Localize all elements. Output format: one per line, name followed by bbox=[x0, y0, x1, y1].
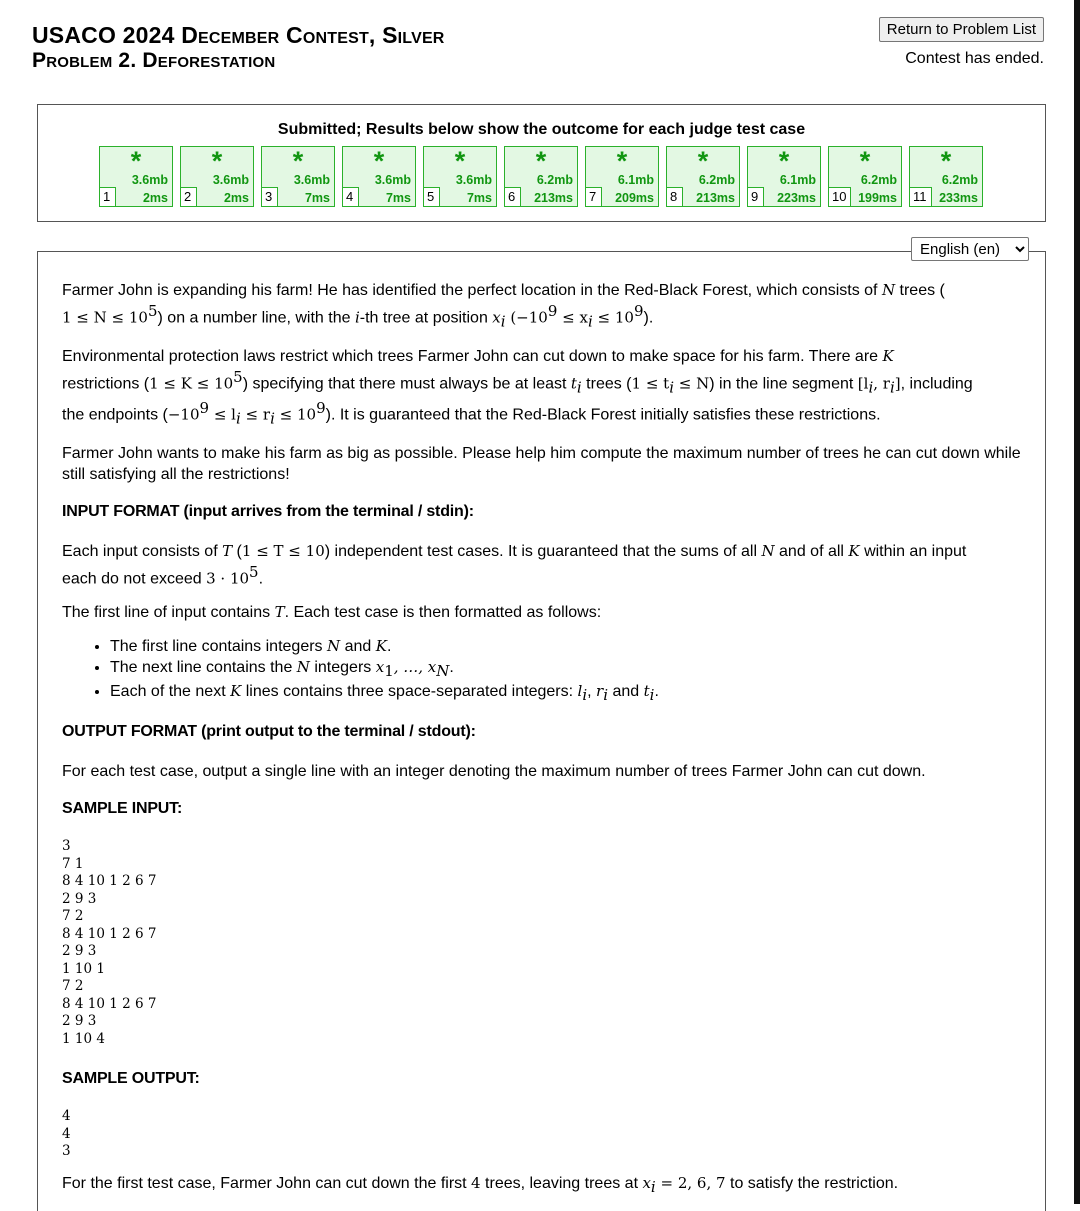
contest-title: USACO 2024 December Contest, Silver bbox=[32, 22, 445, 48]
test-case-result bbox=[342, 146, 416, 207]
run-time: 213ms bbox=[534, 191, 573, 205]
test-case-result bbox=[99, 146, 173, 207]
memory-usage: 6.1mb bbox=[617, 173, 654, 187]
memory-usage: 6.2mb bbox=[536, 173, 573, 187]
test-case-result bbox=[180, 146, 254, 207]
input-paragraph: Each input consists of T (1 ≤ T ≤ 10) independent test cases. It is guaranteed that the sums of all N and of all K within an input each do not exceed $3 \cdot 10^5$. bbox=[62, 541, 967, 587]
memory-usage: 6.2mb bbox=[860, 173, 897, 187]
input-paragraph: The first line of input contains T. Each test case is then formatted as follows: bbox=[62, 602, 602, 621]
page-header bbox=[32, 22, 1044, 82]
test-case-number: 11 bbox=[910, 187, 932, 206]
statement-paragraph: Farmer John is expanding his farm! He has identified the perfect location in the Red-Black Forest, which consists of N trees ( $1 \le N \le 10^5$) on a number line, with the i-th tree at position $x_i$ $(-10^9 \le x_i \le 10^9)$. bbox=[62, 281, 945, 331]
star-icon: * bbox=[211, 146, 223, 176]
test-case-number: 5 bbox=[424, 187, 440, 206]
input-format-heading: INPUT FORMAT (input arrives from the terminal / stdin): bbox=[62, 502, 474, 520]
statement-paragraph: Farmer John wants to make his farm as big as possible. Please help him compute the maximum number of trees he can cut down while still satisfying all the restrictions! bbox=[62, 444, 1021, 483]
star-icon: * bbox=[778, 146, 790, 176]
input-format-list bbox=[62, 636, 1022, 705]
test-case-result bbox=[585, 146, 659, 207]
memory-usage: 3.6mb bbox=[293, 173, 330, 187]
star-icon: * bbox=[859, 146, 871, 176]
sample-output: 4 4 3 bbox=[62, 1108, 71, 1160]
star-icon: * bbox=[373, 146, 385, 176]
test-case-number: 2 bbox=[181, 187, 197, 206]
output-paragraph: For each test case, output a single line with an integer denoting the maximum number of trees Farmer John can cut down. bbox=[62, 763, 926, 781]
run-time: 2ms bbox=[223, 191, 249, 205]
list-item: • The next line contains the N integers $x_1$, …, $x_N$. bbox=[110, 657, 1022, 681]
memory-usage: 6.2mb bbox=[941, 173, 978, 187]
test-case-number: 4 bbox=[343, 187, 359, 206]
problem-statement-panel bbox=[37, 251, 1046, 1211]
memory-usage: 3.6mb bbox=[455, 173, 492, 187]
page-scrollbar[interactable] bbox=[1074, 0, 1080, 1204]
run-time: 2ms bbox=[142, 191, 168, 205]
test-case-result bbox=[909, 146, 983, 207]
star-icon: * bbox=[535, 146, 547, 176]
star-icon: * bbox=[292, 146, 304, 176]
test-case-number: 8 bbox=[667, 187, 683, 206]
test-case-number: 7 bbox=[586, 187, 602, 206]
test-case-result bbox=[747, 146, 821, 207]
star-icon: * bbox=[697, 146, 709, 176]
run-time: 199ms bbox=[858, 191, 897, 205]
memory-usage: 3.6mb bbox=[374, 173, 411, 187]
star-icon: * bbox=[616, 146, 628, 176]
run-time: 209ms bbox=[615, 191, 654, 205]
star-icon: * bbox=[130, 146, 142, 176]
memory-usage: 6.1mb bbox=[779, 173, 816, 187]
return-to-problem-list-button[interactable]: Return to Problem List bbox=[879, 17, 1044, 42]
list-item: • The first line contains integers N and K. bbox=[110, 636, 1022, 657]
run-time: 7ms bbox=[304, 191, 330, 205]
memory-usage: 3.6mb bbox=[131, 173, 168, 187]
memory-usage: 6.2mb bbox=[698, 173, 735, 187]
run-time: 223ms bbox=[777, 191, 816, 205]
output-format-heading: OUTPUT FORMAT (print output to the terminal / stdout): bbox=[62, 723, 476, 741]
test-case-result bbox=[666, 146, 740, 207]
statement-paragraph: Environmental protection laws restrict which trees Farmer John can cut down to make space for his farm. There are K restrictions $(1 \le K \le 10^5)$ specifying that there must always be at least $t_i$ trees $(1 \le t_i \le N)$ in the line segment [$l_i$, $r_i$], including the endpoints $(-10^9 \le l_i \le r_i \le 10^9)$. It is guaranteed that the Red-Black Forest initially satisfies these restrictions. bbox=[62, 346, 973, 428]
memory-usage: 3.6mb bbox=[212, 173, 249, 187]
results-panel bbox=[37, 104, 1046, 222]
test-case-results bbox=[99, 146, 983, 207]
test-case-result bbox=[504, 146, 578, 207]
list-item: • Each of the next K lines contains three space-separated integers: $l_i$, $r_i$ and $t_i$. bbox=[110, 681, 1022, 705]
star-icon: * bbox=[940, 146, 952, 176]
star-icon: * bbox=[454, 146, 466, 176]
test-case-number: 6 bbox=[505, 187, 521, 206]
results-heading: Submitted; Results below show the outcome for each judge test case bbox=[277, 121, 806, 138]
language-select[interactable] bbox=[911, 237, 1029, 261]
test-case-number: 9 bbox=[748, 187, 764, 206]
test-case-number: 10 bbox=[829, 187, 851, 206]
problem-statement bbox=[62, 280, 1022, 1211]
contest-status: Contest has ended. bbox=[905, 50, 1044, 67]
test-case-number: 1 bbox=[100, 187, 116, 206]
problem-title: Problem 2. Deforestation bbox=[32, 49, 276, 72]
test-case-number: 3 bbox=[262, 187, 278, 206]
test-case-result bbox=[261, 146, 335, 207]
sample-output-heading: SAMPLE OUTPUT: bbox=[62, 1070, 200, 1088]
explanation-paragraph: For the first test case, Farmer John can cut down the first 4 trees, leaving trees at $x_i = 2$, 6, 7 to satisfy the restriction. bbox=[62, 1173, 899, 1196]
test-case-result bbox=[423, 146, 497, 207]
run-time: 7ms bbox=[466, 191, 492, 205]
sample-input: 3 7 1 8 4 10 1 2 6 7 2 9 3 7 2 8 4 10 1 2 6 7 2 9 3 1 10 1 7 2 8 4 10 1 2 6 7 2 9 3 1 10 4 bbox=[62, 838, 157, 1047]
run-time: 7ms bbox=[385, 191, 411, 205]
run-time: 213ms bbox=[696, 191, 735, 205]
test-case-result bbox=[828, 146, 902, 207]
run-time: 233ms bbox=[939, 191, 978, 205]
sample-input-heading: SAMPLE INPUT: bbox=[62, 800, 183, 818]
